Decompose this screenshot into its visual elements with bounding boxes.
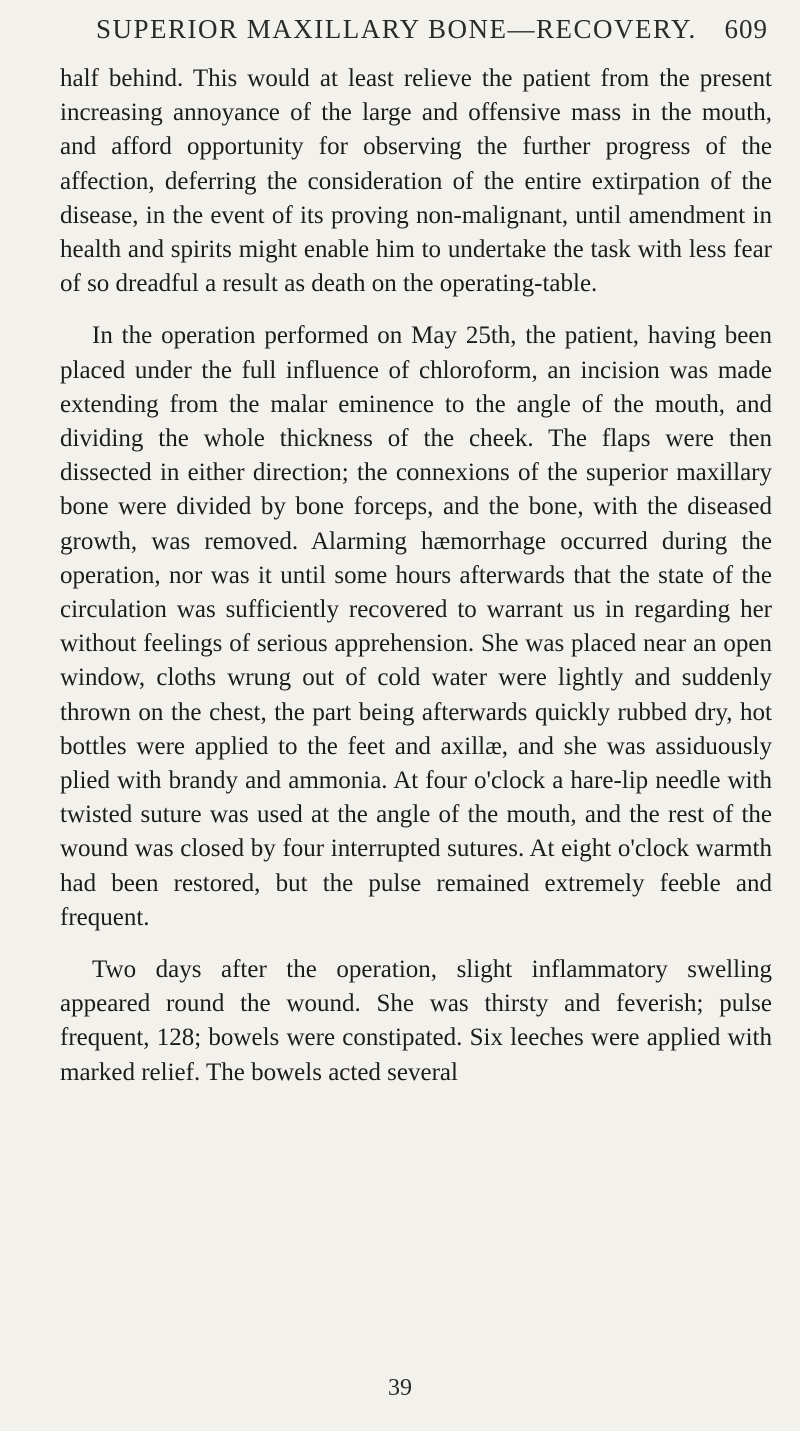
signature-mark: 39 xyxy=(388,1375,412,1401)
paragraph-continuation: half behind. This would at least relieve the patient from the present increasing annoyance of the large and offensive mass in the mouth, and afford opportunity for observing the further progress of the affection, deferring the consideration of the entire extirpation of the disease, in the event of its proving non-malignant, until amendment in health and spirits might enable him to undertake the task with less fear of so dreadful a result as death on the operating-table. xyxy=(60,65,772,298)
paragraph-recovery: Two days after the operation, slight inflammatory swelling appeared round the wound. She was thirsty and feverish; pulse frequent, 128; bowels were constipated. Six leeches were applied with marked relief. The bowels acted several xyxy=(60,956,772,1086)
running-head xyxy=(60,14,772,62)
page-number: 609 xyxy=(724,14,768,44)
body-text xyxy=(60,62,772,1090)
running-head-title: SUPERIOR MAXILLARY BONE—RECOVERY. xyxy=(96,14,697,44)
paragraph-operation: In the operation performed on May 25th, the patient, having been placed under the full influence of chloroform, an incision was made extending from the malar eminence to the angle of the mouth, and dividing the whole thickness of the cheek. The flaps were then dissected in either direction; the connexions of the superior maxillary bone were divided by bone forceps, and the bone, with the diseased growth, was removed. Alarming hæmorrhage occurred during the operation, nor was it until some hours afterwards that the state of the circulation was sufficiently recovered to warrant us in regarding her without feelings of serious apprehension. She was placed near an open window, cloths wrung out of cold water were lightly and suddenly thrown on the chest, the part being afterwards quickly rubbed dry, hot bottles were applied to the feet and axillæ, and she was assiduously plied with brandy and ammonia. At four o'clock a hare-lip needle with twisted suture was used at the angle of the mouth, and the rest of the wound was closed by four interrupted sutures. At eight o'clock warmth had been restored, but the pulse remained extremely feeble and frequent. xyxy=(60,322,772,931)
